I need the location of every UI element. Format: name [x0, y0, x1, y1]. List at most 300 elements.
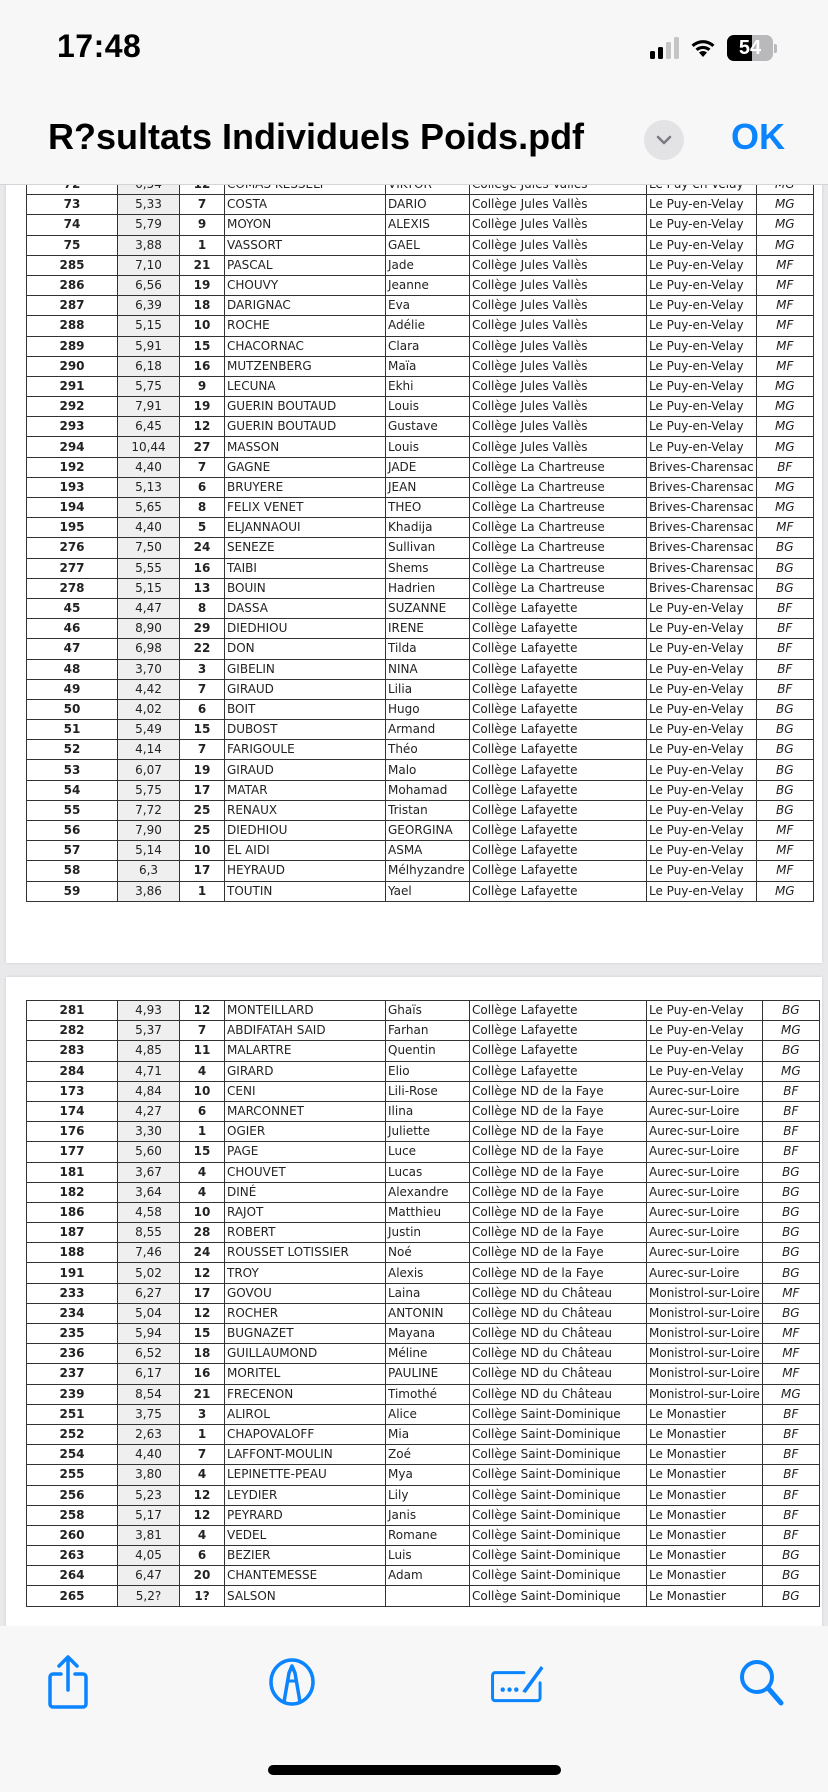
first-name: ALEXIS	[386, 215, 470, 235]
first-name: DARIO	[386, 195, 470, 215]
bib-number: 277	[27, 558, 118, 578]
weight-score: 3,80	[118, 1465, 180, 1485]
city: Aurec-sur-Loire	[647, 1101, 763, 1121]
weight-score: 8,54	[118, 1384, 180, 1404]
category: MF	[762, 1364, 819, 1384]
city: Le Monastier	[647, 1505, 763, 1525]
category: MG	[756, 397, 813, 417]
rank: 24	[180, 1243, 225, 1263]
last-name: LAFFONT-MOULIN	[225, 1445, 386, 1465]
first-name: Louis	[386, 397, 470, 417]
first-name: Lili-Rose	[386, 1081, 470, 1101]
school: Collège ND du Château	[470, 1364, 647, 1384]
school: Collège Jules Vallès	[470, 397, 647, 417]
city: Aurec-sur-Loire	[647, 1122, 763, 1142]
weight-score: 5,49	[118, 720, 180, 740]
last-name: GUERIN BOUTAUD	[225, 417, 386, 437]
weight-score: 3,67	[118, 1162, 180, 1182]
school: Collège ND de la Faye	[470, 1122, 647, 1142]
table-row	[27, 1505, 820, 1525]
first-name: Sullivan	[386, 538, 470, 558]
first-name: Timothé	[386, 1384, 470, 1404]
school: Collège Saint-Dominique	[470, 1424, 647, 1444]
first-name: IRENE	[386, 619, 470, 639]
table-row	[27, 296, 814, 316]
category: MF	[762, 1344, 819, 1364]
table-row	[27, 1404, 820, 1424]
city: Brives-Charensac	[647, 477, 757, 497]
table-row	[27, 1202, 820, 1222]
city: Le Monastier	[647, 1404, 763, 1424]
city: Le Puy-en-Velay	[647, 619, 757, 639]
city: Aurec-sur-Loire	[647, 1162, 763, 1182]
category: MG	[756, 477, 813, 497]
category: BF	[762, 1465, 819, 1485]
ok-button[interactable]: OK	[731, 116, 785, 157]
category: BG	[762, 1182, 819, 1202]
bottom-toolbar	[0, 1626, 828, 1792]
table-row	[27, 1122, 820, 1142]
city: Le Puy-en-Velay	[647, 336, 757, 356]
table-row	[27, 760, 814, 780]
bib-number: 193	[27, 477, 118, 497]
weight-score: 6,98	[118, 639, 180, 659]
city: Aurec-sur-Loire	[647, 1223, 763, 1243]
rank: 8	[180, 498, 225, 518]
table-row	[27, 1162, 820, 1182]
city: Le Monastier	[647, 1424, 763, 1444]
school: Collège Jules Vallès	[470, 296, 647, 316]
city: Brives-Charensac	[647, 457, 757, 477]
first-name: ANTONIN	[386, 1303, 470, 1323]
weight-score: 5,02	[118, 1263, 180, 1283]
title-menu-button[interactable]	[644, 120, 684, 160]
rank: 29	[180, 619, 225, 639]
table-row	[27, 376, 814, 396]
weight-score: 6,45	[118, 417, 180, 437]
category: MG	[756, 437, 813, 457]
category: MG	[756, 195, 813, 215]
school: Collège Saint-Dominique	[470, 1566, 647, 1586]
weight-score: 4,42	[118, 679, 180, 699]
category: MF	[762, 1283, 819, 1303]
category: BG	[762, 1303, 819, 1323]
bib-number: 290	[27, 356, 118, 376]
pdf-page-2	[6, 977, 822, 1677]
results-table-page-1	[26, 174, 814, 902]
last-name: LEYDIER	[225, 1485, 386, 1505]
first-name: Méline	[386, 1344, 470, 1364]
first-name: Adélie	[386, 316, 470, 336]
last-name: TAIBI	[225, 558, 386, 578]
category: BF	[762, 1505, 819, 1525]
last-name: ELJANNAOUI	[225, 518, 386, 538]
rank: 3	[180, 1404, 225, 1424]
rank: 7	[180, 679, 225, 699]
weight-score: 4,40	[118, 457, 180, 477]
category: MG	[762, 1021, 819, 1041]
table-row	[27, 1182, 820, 1202]
last-name: MUTZENBERG	[225, 356, 386, 376]
category: BG	[762, 1546, 819, 1566]
last-name: DARIGNAC	[225, 296, 386, 316]
weight-score: 7,72	[118, 800, 180, 820]
bib-number: 286	[27, 275, 118, 295]
last-name: MOYON	[225, 215, 386, 235]
first-name: Alexis	[386, 1263, 470, 1283]
status-icons	[650, 34, 777, 62]
city: Monistrol-sur-Loire	[647, 1364, 763, 1384]
bib-number: 74	[27, 215, 118, 235]
rank: 6	[180, 1101, 225, 1121]
table-row	[27, 1344, 820, 1364]
table-row	[27, 1243, 820, 1263]
category: MG	[756, 235, 813, 255]
table-row	[27, 1324, 820, 1344]
bib-number: 75	[27, 235, 118, 255]
bib-number: 285	[27, 255, 118, 275]
fill-and-sign-button[interactable]	[490, 1654, 546, 1710]
first-name: Mohamad	[386, 780, 470, 800]
first-name: Mia	[386, 1424, 470, 1444]
category: MF	[756, 316, 813, 336]
home-indicator[interactable]	[268, 1765, 561, 1775]
weight-score: 4,58	[118, 1202, 180, 1222]
share-button[interactable]	[40, 1654, 96, 1710]
bib-number: 288	[27, 316, 118, 336]
table-row	[27, 235, 814, 255]
last-name: MARCONNET	[225, 1101, 386, 1121]
rank: 10	[180, 1202, 225, 1222]
city: Brives-Charensac	[647, 538, 757, 558]
weight-score: 3,30	[118, 1122, 180, 1142]
bib-number: 292	[27, 397, 118, 417]
category: BG	[762, 1566, 819, 1586]
weight-score: 3,81	[118, 1525, 180, 1545]
last-name: DUBOST	[225, 720, 386, 740]
category: MF	[756, 275, 813, 295]
last-name: COSTA	[225, 195, 386, 215]
category: BG	[762, 1223, 819, 1243]
rank: 4	[180, 1061, 225, 1081]
school: Collège Jules Vallès	[470, 275, 647, 295]
last-name: BOIT	[225, 699, 386, 719]
city: Le Puy-en-Velay	[647, 1001, 763, 1021]
city: Aurec-sur-Loire	[647, 1243, 763, 1263]
category: BG	[762, 1041, 819, 1061]
weight-score: 5,94	[118, 1324, 180, 1344]
rank: 25	[180, 800, 225, 820]
last-name: DIEDHIOU	[225, 821, 386, 841]
first-name: Zoé	[386, 1445, 470, 1465]
rank: 12	[180, 1505, 225, 1525]
bib-number: 191	[27, 1263, 118, 1283]
rank: 21	[180, 1384, 225, 1404]
rank: 15	[180, 1142, 225, 1162]
weight-score: 8,90	[118, 619, 180, 639]
school: Collège Saint-Dominique	[470, 1465, 647, 1485]
table-row	[27, 720, 814, 740]
weight-score: 4,27	[118, 1101, 180, 1121]
last-name: MATAR	[225, 780, 386, 800]
bib-number: 283	[27, 1041, 118, 1061]
weight-score: 6,47	[118, 1566, 180, 1586]
bib-number: 255	[27, 1465, 118, 1485]
last-name: ROUSSET LOTISSIER	[225, 1243, 386, 1263]
category: BG	[762, 1586, 819, 1606]
category: BG	[756, 578, 813, 598]
school: Collège Lafayette	[470, 619, 647, 639]
city: Le Puy-en-Velay	[647, 720, 757, 740]
category: MF	[756, 821, 813, 841]
weight-score: 5,23	[118, 1485, 180, 1505]
rank: 7	[180, 1021, 225, 1041]
bib-number: 48	[27, 659, 118, 679]
city: Le Puy-en-Velay	[647, 841, 757, 861]
city: Le Monastier	[647, 1546, 763, 1566]
rank: 7	[180, 195, 225, 215]
rank: 10	[180, 841, 225, 861]
school: Collège Lafayette	[470, 1001, 647, 1021]
bib-number: 291	[27, 376, 118, 396]
rank: 1	[180, 881, 225, 901]
first-name: JEAN	[386, 477, 470, 497]
city: Le Puy-en-Velay	[647, 800, 757, 820]
weight-score: 4,93	[118, 1001, 180, 1021]
weight-score: 5,14	[118, 841, 180, 861]
table-row	[27, 417, 814, 437]
first-name: Luce	[386, 1142, 470, 1162]
city: Aurec-sur-Loire	[647, 1182, 763, 1202]
weight-score: 4,40	[118, 1445, 180, 1465]
last-name: CHOUVET	[225, 1162, 386, 1182]
school: Collège Lafayette	[470, 800, 647, 820]
rank: 15	[180, 336, 225, 356]
last-name: ALIROL	[225, 1404, 386, 1424]
category: BG	[756, 800, 813, 820]
table-row	[27, 437, 814, 457]
bib-number: 233	[27, 1283, 118, 1303]
weight-score: 5,60	[118, 1142, 180, 1162]
rank: 21	[180, 255, 225, 275]
city: Le Puy-en-Velay	[647, 1061, 763, 1081]
school: Collège Saint-Dominique	[470, 1445, 647, 1465]
table-row	[27, 861, 814, 881]
rank: 17	[180, 1283, 225, 1303]
school: Collège ND du Château	[470, 1324, 647, 1344]
school: Collège ND du Château	[470, 1344, 647, 1364]
school: Collège Jules Vallès	[470, 437, 647, 457]
school: Collège ND de la Faye	[470, 1101, 647, 1121]
weight-score: 5,75	[118, 780, 180, 800]
first-name: Lilia	[386, 679, 470, 699]
city: Monistrol-sur-Loire	[647, 1324, 763, 1344]
rank: 16	[180, 1364, 225, 1384]
bib-number: 50	[27, 699, 118, 719]
last-name: FELIX VENET	[225, 498, 386, 518]
rank: 9	[180, 376, 225, 396]
table-row	[27, 619, 814, 639]
rank: 17	[180, 780, 225, 800]
chevron-down-icon	[655, 134, 673, 146]
first-name: JADE	[386, 457, 470, 477]
last-name: TOUTIN	[225, 881, 386, 901]
first-name: ASMA	[386, 841, 470, 861]
city: Le Puy-en-Velay	[647, 376, 757, 396]
weight-score: 3,88	[118, 235, 180, 255]
nav-header	[0, 0, 828, 185]
first-name: Yael	[386, 881, 470, 901]
weight-score: 6,52	[118, 1344, 180, 1364]
table-row	[27, 821, 814, 841]
bib-number: 59	[27, 881, 118, 901]
pdf-page-1	[6, 100, 822, 963]
city: Le Monastier	[647, 1485, 763, 1505]
rank: 6	[180, 477, 225, 497]
school: Collège ND de la Faye	[470, 1243, 647, 1263]
category: BF	[756, 457, 813, 477]
weight-score: 5,79	[118, 215, 180, 235]
category: BF	[762, 1081, 819, 1101]
weight-score: 7,91	[118, 397, 180, 417]
rank: 15	[180, 720, 225, 740]
category: BG	[762, 1202, 819, 1222]
weight-score: 6,17	[118, 1364, 180, 1384]
category: BF	[762, 1101, 819, 1121]
school: Collège Jules Vallès	[470, 215, 647, 235]
city: Brives-Charensac	[647, 498, 757, 518]
category: BF	[756, 679, 813, 699]
bib-number: 235	[27, 1324, 118, 1344]
bib-number: 181	[27, 1162, 118, 1182]
first-name: Alexandre	[386, 1182, 470, 1202]
category: BF	[762, 1525, 819, 1545]
first-name: Janis	[386, 1505, 470, 1525]
city: Le Monastier	[647, 1445, 763, 1465]
school: Collège La Chartreuse	[470, 578, 647, 598]
category: BG	[762, 1263, 819, 1283]
first-name: Malo	[386, 760, 470, 780]
last-name: FRECENON	[225, 1384, 386, 1404]
school: Collège Lafayette	[470, 780, 647, 800]
first-name: Gustave	[386, 417, 470, 437]
city: Le Puy-en-Velay	[647, 195, 757, 215]
rank: 1	[180, 1122, 225, 1142]
city: Le Puy-en-Velay	[647, 659, 757, 679]
status-time: 17:48	[57, 28, 142, 64]
first-name: Laina	[386, 1283, 470, 1303]
last-name: VEDEL	[225, 1525, 386, 1545]
category: MF	[756, 518, 813, 538]
rank: 12	[180, 1485, 225, 1505]
last-name: ABDIFATAH SAID	[225, 1021, 386, 1041]
last-name: OGIER	[225, 1122, 386, 1142]
last-name: DIEDHIOU	[225, 619, 386, 639]
bib-number: 47	[27, 639, 118, 659]
bib-number: 51	[27, 720, 118, 740]
weight-score: 7,50	[118, 538, 180, 558]
bib-number: 192	[27, 457, 118, 477]
bib-number: 234	[27, 1303, 118, 1323]
bib-number: 194	[27, 498, 118, 518]
school: Collège ND de la Faye	[470, 1263, 647, 1283]
category: MF	[762, 1324, 819, 1344]
school: Collège ND de la Faye	[470, 1162, 647, 1182]
table-row	[27, 598, 814, 618]
table-row	[27, 679, 814, 699]
last-name: BRUYERE	[225, 477, 386, 497]
category: MF	[756, 255, 813, 275]
school: Collège Lafayette	[470, 679, 647, 699]
school: Collège Lafayette	[470, 760, 647, 780]
table-row	[27, 336, 814, 356]
weight-score: 4,85	[118, 1041, 180, 1061]
category: BG	[762, 1001, 819, 1021]
last-name: BOUIN	[225, 578, 386, 598]
city: Le Monastier	[647, 1465, 763, 1485]
table-row	[27, 780, 814, 800]
school: Collège Lafayette	[470, 699, 647, 719]
first-name: Luis	[386, 1546, 470, 1566]
city: Brives-Charensac	[647, 578, 757, 598]
city: Le Puy-en-Velay	[647, 1041, 763, 1061]
first-name: Hadrien	[386, 578, 470, 598]
rank: 5	[180, 518, 225, 538]
weight-score: 3,70	[118, 659, 180, 679]
last-name: TROY	[225, 1263, 386, 1283]
rank: 7	[180, 457, 225, 477]
first-name	[386, 1586, 470, 1606]
school: Collège ND de la Faye	[470, 1081, 647, 1101]
table-row	[27, 1424, 820, 1444]
bib-number: 293	[27, 417, 118, 437]
weight-score: 6,39	[118, 296, 180, 316]
table-row	[27, 1263, 820, 1283]
weight-score: 5,37	[118, 1021, 180, 1041]
first-name: Juliette	[386, 1122, 470, 1142]
bib-number: 281	[27, 1001, 118, 1021]
rank: 11	[180, 1041, 225, 1061]
school: Collège Lafayette	[470, 639, 647, 659]
last-name: LEPINETTE-PEAU	[225, 1465, 386, 1485]
table-row	[27, 255, 814, 275]
search-button[interactable]	[734, 1654, 790, 1710]
city: Le Puy-en-Velay	[647, 275, 757, 295]
first-name: Armand	[386, 720, 470, 740]
city: Brives-Charensac	[647, 518, 757, 538]
category: MG	[756, 417, 813, 437]
school: Collège Lafayette	[470, 1041, 647, 1061]
rank: 6	[180, 1546, 225, 1566]
rank: 1	[180, 235, 225, 255]
last-name: RAJOT	[225, 1202, 386, 1222]
bib-number: 46	[27, 619, 118, 639]
last-name: GIRAUD	[225, 760, 386, 780]
weight-score: 6,07	[118, 760, 180, 780]
markup-button[interactable]	[264, 1654, 320, 1710]
city: Monistrol-sur-Loire	[647, 1303, 763, 1323]
category: BF	[756, 598, 813, 618]
first-name: Tristan	[386, 800, 470, 820]
table-row	[27, 1021, 820, 1041]
city: Le Puy-en-Velay	[647, 296, 757, 316]
bib-number: 54	[27, 780, 118, 800]
city: Monistrol-sur-Loire	[647, 1344, 763, 1364]
table-row	[27, 578, 814, 598]
rank: 12	[180, 1263, 225, 1283]
bib-number: 182	[27, 1182, 118, 1202]
rank: 9	[180, 215, 225, 235]
